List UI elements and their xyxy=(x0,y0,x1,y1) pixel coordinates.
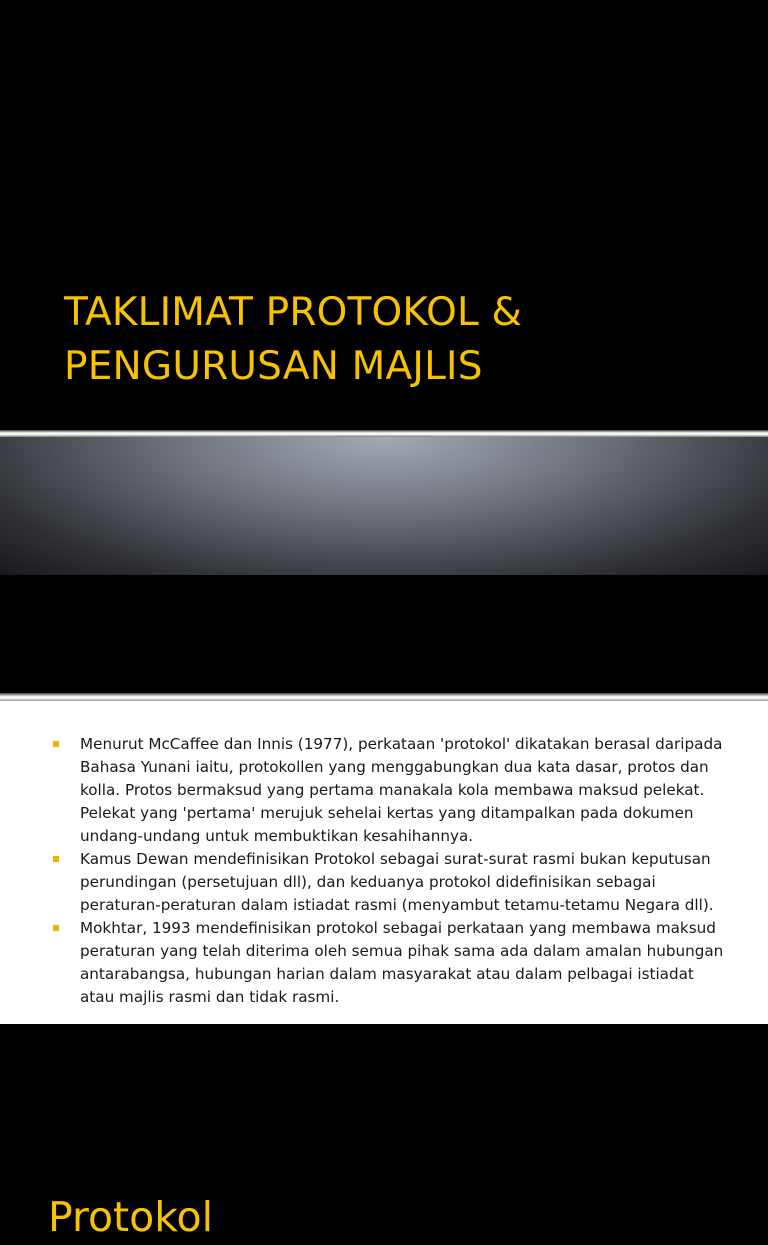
bullet-text: Mokhtar, 1993 mendefinisikan protokol sebagai perkataan yang membawa maksud peraturan yang telah diterima oleh semua pihak sama ada dalam amalan hubungan antarabangsa, hubungan harian dalam masyarakat atau dalam pelbagai istiadat atau majlis rasmi dan tidak rasmi. xyxy=(80,919,724,1006)
square-bullet-icon xyxy=(53,741,59,747)
bullet-item xyxy=(0,917,728,1009)
header-divider xyxy=(0,693,768,701)
bullet-list xyxy=(0,701,768,1009)
square-bullet-icon xyxy=(53,925,59,931)
slide-title-line-1: TAKLIMAT PROTOKOL & xyxy=(64,290,523,335)
bullet-text: Kamus Dewan mendefinisikan Protokol sebagai surat-surat rasmi bukan keputusan perundingan (persetujuan dll), dan keduanya protokol didefinisikan sebagai peraturan-peraturan dalam istiadat rasmi (menyambut tetamu-tetamu Negara dll). xyxy=(80,850,714,914)
slide-background-band xyxy=(0,437,768,575)
slide-heading: Protokol xyxy=(48,1193,213,1241)
square-bullet-icon xyxy=(53,856,59,862)
bullet-text: Menurut McCaffee dan Innis (1977), perkataan 'protokol' dikatakan berasal daripada Bahasa Yunani iaitu, protokollen yang menggabungkan dua kata dasar, protos dan kolla. Protos bermaksud yang pertama manakala kola membawa maksud pelekat. Pelekat yang 'pertama' merujuk sehelai kertas yang ditampalkan pada dokumen undang-undang untuk membuktikan kesahihannya. xyxy=(80,735,723,845)
bullet-item xyxy=(0,848,728,917)
slide-title-line-2: PENGURUSAN MAJLIS xyxy=(64,344,483,389)
slide-divider xyxy=(0,430,768,437)
slide-title xyxy=(64,286,522,394)
title-slide xyxy=(0,0,768,432)
content-body xyxy=(0,701,768,1024)
bullet-item xyxy=(0,733,728,848)
